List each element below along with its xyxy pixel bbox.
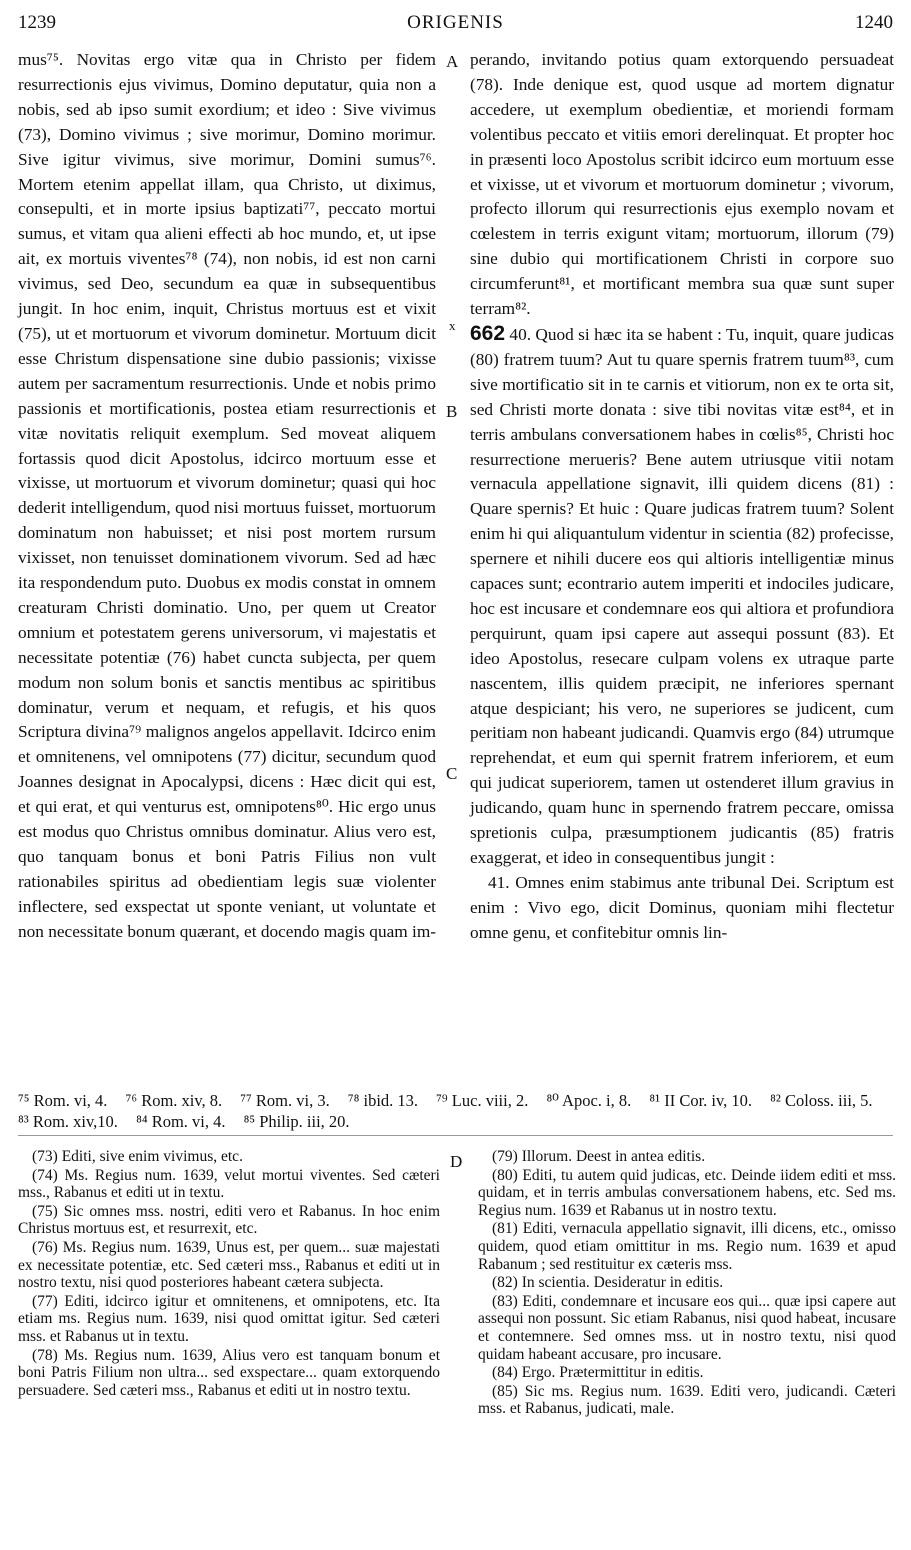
margin-mark: x	[449, 318, 456, 333]
footnote: (76) Ms. Regius num. 1639, Unus est, per quem... suæ majestati ex necessitate potentiæ, etc. Sed cæteri mss., Rabanus et editi ut in nostro textu, nisi quod posteriores habeant cætera subjecta.	[18, 1238, 440, 1292]
column-number: 662	[470, 321, 506, 345]
page-number-left: 1239	[18, 12, 56, 33]
footnote: (82) In scientia. Desideratur in editis.	[492, 1274, 724, 1292]
footnote: (73) Editi, sive enim vivimus, etc.	[32, 1148, 243, 1165]
scripture-ref: ⁸¹ II Cor. iv, 10.	[649, 1091, 753, 1110]
running-title: ORIGENIS	[407, 12, 504, 33]
scripture-ref: ⁸⁴ Rom. vi, 4.	[136, 1112, 226, 1131]
footnote: (81) Editi, vernacula appellatio signavit, illi dicens, etc., omisso quidem, quod etiam omittitur in ms. Regio num. 1639 et apud Rabanum ; sed restituitur ex cæteris mss.	[478, 1220, 896, 1273]
paragraph-text: 40. Quod si hæc ita se habent : Tu, inquit, quare judicas (80) fratrem tuum? Aut tu quare spernis fratrem tuum⁸³, cum sive mortificatio sit in te carnis et vitiorum, non ex te orta sit, sed Christi morte donata : sive tibi novitas vitæ est⁸⁴, et in terris ambulans conversationem habes in cœlis⁸⁵, Christi hoc resurrectione merueris? Bene autem utriusque vitii notam vernacula appellatione signavit, illi quidem dicens (81) : Quare spernis? Et huic : Quare judicas fratrem tuum? Solent enim hi qui aliquantulum videntur in scientia (82) profecisse, spernere et nihili ducere eos qui altioris intelligentiæ minus capaces sunt; econtrario autem imperiti et indociles judicare, hoc est incusare et condemnare eos qui altiora et profundiora perquirunt, quam ipsi capere aut assequi possunt (83). Et ideo Apostolus, resecare culpam volens ex utraque parte nascentem, illis quidem præcipit, ne inferiores spernant atque despiciant; his vero, ne superiores se judicent, cum peritiam non habeant judicandi. Quamvis ergo (84) utrumque reprehendat, et eum qui spernit fratrem inferiorem, et eum qui judicat superiorem, tamen ut ostenderet illum gravius in judicando, quam hunc in spernendo fratrem peccare, omissa spretionis culpa, præsumptionem judicantis (85) fratris exaggerat, et ideo in consequentibus jungit :	[470, 324, 894, 867]
scripture-ref: ⁸³ Rom. xiv,10.	[18, 1112, 118, 1131]
scripture-ref: ⁷⁹ Luc. viii, 2.	[436, 1091, 529, 1110]
right-text-column	[470, 48, 894, 946]
scripture-ref: ⁸⁵ Philip. iii, 20.	[243, 1112, 350, 1131]
scripture-ref: ⁸⁰ Apoc. i, 8.	[546, 1091, 632, 1110]
footnote: (77) Editi, idcirco igitur et omnitenens, et omnipotens, etc. Ita etiam ms. Regius num. 1639, nisi quod omittat igitur. Sed cæteri mss. et Rabanus ut in textu.	[18, 1292, 440, 1345]
margin-letter-c: C	[446, 764, 458, 783]
paragraph-40	[470, 322, 894, 871]
scripture-ref: ⁷⁸ ibid. 13.	[347, 1091, 419, 1110]
footnote: (80) Editi, tu autem quid judicas, etc. Deinde iidem editi et mss. quidam, et in terris ambulas conversationem habens, etc. Sed ms. Regius num. 1639 et Rabanus ut in nostro textu.	[478, 1166, 896, 1219]
paragraph-41: 41. Omnes enim stabimus ante tribunal Dei. Scriptum est enim : Vivo ego, dicit Dominus, quoniam mihi flectetur omne genu, et confitebitur omnis lin-	[470, 872, 894, 942]
paragraph: perando, invitando potius quam extorquendo persuadeat (78). Inde denique est, quod usque ad mortem dignatur accedere, ut exemplum obedientiæ, et moriendi formam volentibus peccato et vitiis emori derelinquat. Et propter hoc in præsenti loco Apostolus scribit idcirco eum mortuum esse et vixisse, ut et vivorum et mortuorum dominetur ; vivorum, profecto illorum qui resurrectionis ejus exemplo novam et cœlestem in terris exigunt vitam; mortuorum, illorum (79) sine dubio qui mortificationem Christi in corpore suo circumferunt⁸¹, et mortificant membra sua quæ sunt super terram⁸².	[470, 50, 894, 319]
footnote: (83) Editi, condemnare et incusare eos qui... quæ ipsi capere aut assequi non possunt. Sic etiam Rabanus, nisi quod habeat, incusare et contemnere. Sed omnes mss. ut in nostro textu, nisi quod quidam habeant accusare, pro incusare.	[478, 1292, 896, 1363]
footnote: (75) Sic omnes mss. nostri, editi vero et Rabanus. In hoc enim Christus mortuus est, et resurrexit, etc.	[18, 1202, 440, 1238]
footnote: (79) Illorum. Deest in antea editis.	[492, 1148, 706, 1165]
page-number-right: 1240	[855, 12, 893, 33]
margin-letter-b: B	[446, 402, 458, 421]
footnote: (74) Ms. Regius num. 1639, velut mortui viventes. Sed cæteri mss., Rabanus et editi ut in textu.	[18, 1166, 440, 1202]
margin-letter-d: D	[450, 1152, 463, 1171]
footnote: (85) Sic ms. Regius num. 1639. Editi vero, judicandi. Cæteri mss. et Rabanus, judicati, male.	[478, 1382, 896, 1418]
footnotes-right	[478, 1148, 896, 1419]
footnotes-left	[18, 1148, 440, 1400]
scripture-references	[18, 1090, 894, 1132]
scripture-ref: ⁷⁶ Rom. xiv, 8.	[125, 1091, 223, 1110]
scripture-ref: ⁸² Coloss. iii, 5.	[770, 1091, 873, 1110]
margin-letter-a: A	[446, 52, 459, 71]
footnote: (78) Ms. Regius num. 1639, Alius vero est tanquam bonum et boni Patris Filium non ultra... sed exspectare... quam extorquendo persuadere. Sed cæteri mss., Rabanus et editi ut in nostro textu.	[18, 1346, 440, 1399]
scripture-ref: ⁷⁷ Rom. vi, 3.	[240, 1091, 330, 1110]
footnote-divider	[18, 1135, 893, 1136]
left-text-column	[18, 48, 436, 945]
page-header	[18, 12, 893, 38]
scripture-ref: ⁷⁵ Rom. vi, 4.	[18, 1091, 108, 1110]
paragraph: mus⁷⁵. Novitas ergo vitæ qua in Christo per fidem resurrectionis ejus vivimus, Domino deputatur, quia non a nobis, sed ab ipso sumit exordium; et ideo : Sive vivimus (73), Domino vivimus ; sive morimur, Domino morimur. Sive igitur vivimus, sive morimur, Domini sumus⁷⁶. Mortem etenim appellat illam, qua Christo, ut diximus, consepulti, et in morte ipsius baptizati⁷⁷, peccato mortui sumus, et vitam qua alieni effecti ab hoc mundo, et, ut ipse ait, ex mortuis viventes⁷⁸ (74), non nobis, id est non carni vivimus, sed Deo, secundum ea quæ in subsequentibus jungit. In hoc enim, inquit, Christus mortuus est et vixit (75), ut et mortuorum et vivorum dominetur. Mortuum dicit esse Christum dispensatione sine dubio passionis; vixisse autem per sacramentum resurrectionis. Unde et nobis primo passionis et mortificationis, postea etiam resurrectionis et vitæ novitatis reliquit exemplum. Sed moveat aliquem fortassis quod dicit Apostolus, idcirco mortuum esse et vixisse, ut mortuorum et vivorum dominetur; quasi qui hoc dederit intelligendum, quod nisi mortuus fuisset, mortuorum dominatum non habuisset; et nisi post mortem rursum vixisset, non tenuisset dominationem vivorum. Sed ad hæc ita respondendum puto. Duobus ex modis constat in omnem creaturam Christi dominatio. Uno, per quem ut Creator omnium et potestatem gerens universorum, vi majestatis et necessitate potentiæ (76) habet cuncta subjecta, per quem modum non solum bonis et sanctis mentibus ac spiritibus dominatur, verum et nequam, et refugis, et his quos Scriptura divina⁷⁹ malignos angelos appellavit. Idcirco enim et omnitenens, vel omnipotens (77) dicitur, secundum quod Joannes designat in Apocalypsi, dicens : Hæc dicit qui est, et qui erat, et qui venturus est, omnipotens⁸⁰. Hic ergo unus est modus quo Christus omnibus dominatur. Alius vero est, quo tanquam bonus et boni Patris Filius non vult rationabiles spiritus ad obedientiam legis suæ violenter inflectere, sed exspectat ut sponte veniant, ut voluntate et non necessitate bonum quærant, et docendo magis quam im-	[18, 50, 437, 941]
footnote: (84) Ergo. Prætermittitur in editis.	[492, 1364, 704, 1382]
